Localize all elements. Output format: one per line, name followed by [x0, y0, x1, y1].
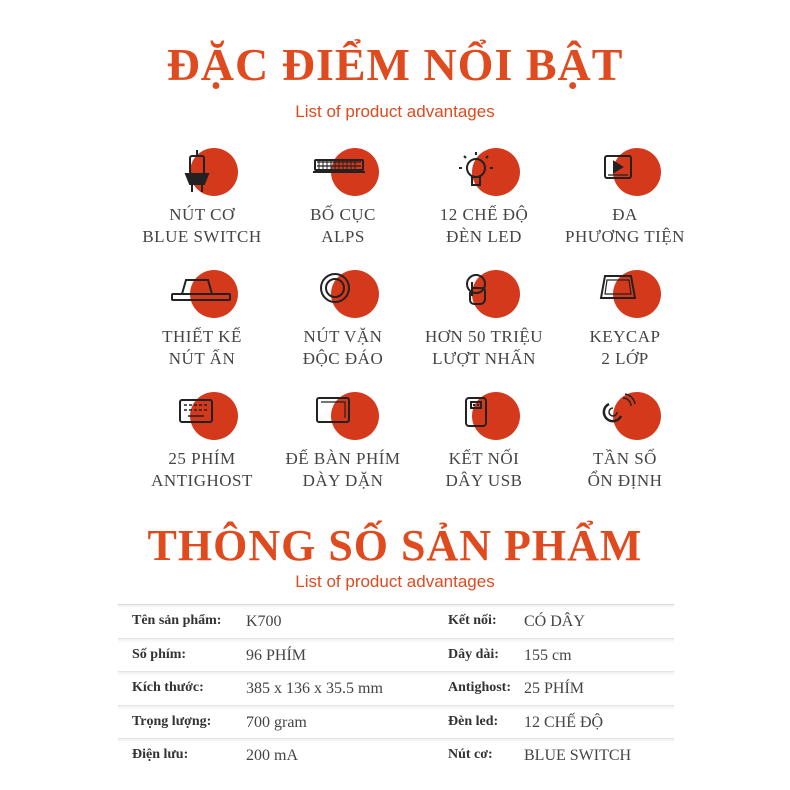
spec-value: BLUE SWITCH [524, 747, 632, 764]
feature-label: ALPS [321, 227, 365, 246]
feature-label: NÚT CƠ [169, 205, 235, 224]
feature-label: NÚT ẤN [168, 349, 236, 368]
spec-key: Dây dài: [448, 646, 499, 662]
spec-value: 155 cm [524, 646, 572, 664]
feature-label: PHƯƠNG TIỆN [565, 227, 685, 246]
spec-value: 385 x 136 x 35.5 mm [246, 680, 383, 697]
section-title-specs: THÔNG SỐ SẢN PHẨM [147, 521, 643, 570]
feature-antighost [122, 392, 282, 492]
spec-key: Antighost: [448, 680, 512, 695]
spec-key: Số phím: [132, 646, 187, 662]
feature-usb-cable [404, 392, 564, 492]
spec-key: Đèn led: [448, 713, 499, 729]
spec-value: 200 mA [246, 747, 298, 764]
spec-key: Điện lưu: [132, 747, 189, 762]
switch-icon [146, 148, 246, 198]
keyboard-base-icon [287, 392, 387, 442]
table-row [118, 671, 674, 705]
feature-label: THIẾT KẾ [162, 327, 242, 346]
spec-value: 12 CHẾ ĐỘ [524, 713, 604, 731]
feature-label: ĐA [612, 205, 638, 224]
table-row [118, 638, 674, 672]
keyboard-side-icon [146, 270, 246, 320]
feature-button-design [122, 270, 282, 370]
feature-blue-switch [122, 148, 282, 248]
section-subtitle-features: List of product advantages [295, 102, 495, 121]
section-subtitle-specs: List of product advantages [295, 572, 495, 591]
feature-label: BỐ CỤC [310, 205, 376, 224]
feature-label: DÀY DẶN [302, 471, 384, 490]
spec-value: CÓ DÂY [524, 613, 585, 630]
table-row [118, 738, 674, 772]
feature-label: HƠN 50 TRIỆU [424, 327, 544, 346]
spec-value: 25 PHÍM [524, 680, 585, 697]
spec-value: 700 gram [246, 713, 307, 731]
feature-label: ỔN ĐỊNH [587, 471, 663, 490]
feature-label: NÚT VẶN [303, 327, 383, 346]
feature-label: TẦN SỐ [593, 449, 657, 468]
spec-key: Tên sản phẩm: [132, 613, 222, 628]
feature-label: ĐỘC ĐÁO [302, 349, 384, 368]
keyboard-icon [146, 392, 246, 442]
feature-double-keycap [545, 270, 705, 370]
keycap-icon [569, 270, 669, 320]
finger-press-icon [428, 270, 528, 320]
spec-key: Nút cơ: [448, 747, 493, 762]
spec-key: Kết nối: [448, 613, 497, 628]
feature-label: ANTIGHOST [151, 471, 253, 490]
table-row [118, 604, 674, 638]
lightbulb-icon [428, 148, 528, 198]
multimedia-icon [569, 148, 669, 198]
spec-value: K700 [246, 613, 282, 630]
feature-label: LƯỢT NHẤN [432, 349, 536, 368]
magnet-signal-icon [569, 392, 669, 442]
feature-label: 12 CHẾ ĐỘ [439, 205, 529, 224]
feature-50m-presses [404, 270, 564, 370]
keyboard-layout-icon [287, 148, 387, 198]
feature-stable-frequency [545, 392, 705, 492]
feature-unique-knob [263, 270, 423, 370]
feature-label: 2 LỚP [601, 349, 649, 368]
feature-led-modes [404, 148, 564, 248]
feature-label: DÂY USB [445, 471, 523, 490]
feature-label: BLUE SWITCH [142, 227, 262, 246]
feature-alps-layout [263, 148, 423, 248]
knob-icon [287, 270, 387, 320]
spec-value: 96 PHÍM [246, 646, 307, 664]
table-row [118, 705, 674, 739]
specs-table [118, 604, 674, 772]
spec-key: Kích thước: [132, 680, 204, 695]
spec-key: Trọng lượng: [132, 713, 212, 729]
feature-label: 25 PHÍM [168, 449, 236, 468]
feature-multimedia [545, 148, 705, 248]
feature-thick-base [263, 392, 423, 492]
feature-label: KẾT NỐI [448, 449, 520, 468]
section-title-features: ĐẶC ĐIỂM NỔI BẬT [166, 39, 624, 90]
feature-label: ĐẾ BÀN PHÍM [285, 449, 401, 468]
usb-icon [428, 392, 528, 442]
feature-label: ĐÈN LED [446, 227, 522, 246]
feature-label: KEYCAP [589, 327, 661, 346]
